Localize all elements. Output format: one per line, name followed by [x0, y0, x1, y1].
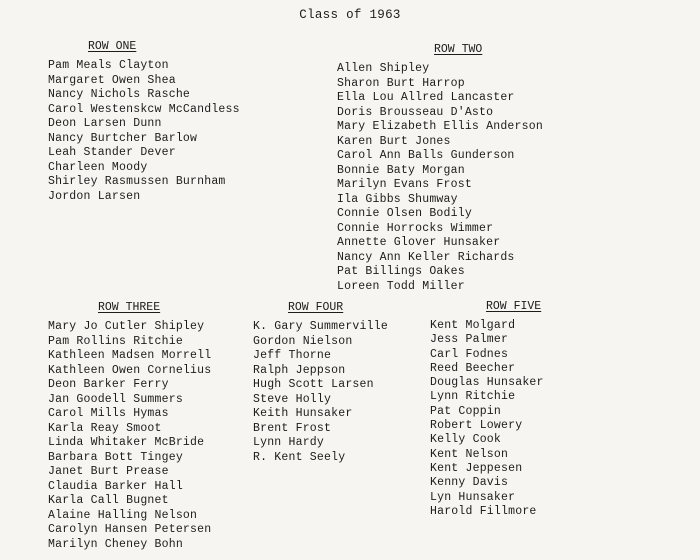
name-entry: Marilyn Evans Frost	[337, 178, 472, 191]
name-entry: Carol Ann Balls Gunderson	[337, 149, 515, 162]
name-entry: Karla Reay Smoot	[48, 421, 162, 435]
row-two-heading: ROW TWO	[434, 43, 483, 56]
name-entry: Harold Fillmore	[430, 504, 537, 518]
name-entry: Hugh Scott Larsen	[253, 378, 374, 391]
name-entry: Brent Frost	[253, 421, 332, 435]
name-entry: Mary Elizabeth Ellis Anderson	[337, 120, 543, 133]
name-entry: Kelly Cook	[430, 433, 502, 447]
name-entry: Kent Nelson	[430, 447, 509, 461]
name-entry: Keith Hunsaker	[253, 407, 353, 420]
name-entry: Steve Holly	[253, 392, 332, 406]
name-entry: Bonnie Baty Morgan	[337, 163, 465, 177]
name-entry: Ralph Jeppson	[253, 363, 346, 377]
name-entry: Allen Shipley	[337, 62, 430, 75]
row-four-heading: ROW FOUR	[288, 301, 344, 314]
name-entry: Lynn Ritchie	[430, 390, 516, 404]
name-entry: Kathleen Madsen Morrell	[48, 349, 212, 362]
name-entry: Marilyn Cheney Bohn	[48, 537, 183, 551]
name-entry: Jordon Larsen	[48, 189, 141, 203]
name-entry: Linda Whitaker McBride	[48, 436, 205, 449]
name-entry: Pat Coppin	[430, 404, 502, 418]
name-entry: Gordon Nielson	[253, 334, 353, 348]
name-entry: K. Gary Summerville	[253, 320, 388, 333]
name-entry: Douglas Hunsaker	[430, 376, 544, 390]
name-entry: Ella Lou Allred Lancaster	[337, 91, 515, 104]
name-entry: Pam Meals Clayton	[48, 59, 169, 72]
name-entry: Connie Olsen Bodily	[337, 207, 472, 220]
row-one-heading: ROW ONE	[88, 40, 137, 53]
name-entry: Carol Mills Hymas	[48, 407, 169, 420]
page-title: Class of 1963	[299, 8, 401, 22]
name-entry: Margaret Owen Shea	[48, 73, 176, 87]
name-entry: Reed Beecher	[430, 361, 516, 375]
name-entry: Lynn Hardy	[253, 436, 325, 449]
name-entry: Kent Jeppesen	[430, 461, 523, 475]
name-entry: Robert Lowery	[430, 419, 523, 433]
name-entry: Kent Molgard	[430, 319, 516, 332]
name-entry: Connie Horrocks Wimmer	[337, 221, 494, 235]
row-four-names	[253, 320, 388, 465]
name-entry: Nancy Nichols Rasche	[48, 88, 191, 101]
row-five-section	[430, 300, 544, 519]
name-entry: Deon Barker Ferry	[48, 378, 169, 391]
name-entry: Doris Brousseau D'Asto	[337, 105, 494, 119]
name-entry: Kenny Davis	[430, 476, 509, 490]
row-one-names	[48, 59, 240, 204]
row-one-section	[48, 40, 240, 204]
name-entry: Lyn Hunsaker	[430, 490, 516, 504]
name-entry: Karla Call Bugnet	[48, 494, 169, 507]
name-entry: Jess Palmer	[430, 333, 509, 347]
name-entry: Loreen Todd Miller	[337, 279, 465, 293]
name-entry: Leah Stander Dever	[48, 146, 176, 159]
name-entry: Barbara Bott Tingey	[48, 450, 183, 464]
name-entry: Karen Burt Jones	[337, 134, 451, 148]
name-entry: Claudia Barker Hall	[48, 479, 183, 493]
name-entry: Annette Glover Hunsaker	[337, 236, 501, 249]
name-entry: Jeff Thorne	[253, 349, 332, 362]
name-entry: Nancy Burtcher Barlow	[48, 131, 198, 145]
name-entry: Pat Billings Oakes	[337, 265, 465, 278]
row-three-section	[48, 301, 211, 552]
name-entry: Sharon Burt Harrop	[337, 76, 465, 90]
name-entry: Alaine Halling Nelson	[48, 508, 198, 522]
name-entry: Carl Fodnes	[430, 347, 509, 361]
name-entry: Ila Gibbs Shumway	[337, 192, 458, 206]
name-entry: Nancy Ann Keller Richards	[337, 250, 515, 264]
name-entry: Pam Rollins Ritchie	[48, 334, 183, 348]
name-entry: Shirley Rasmussen Burnham	[48, 175, 226, 188]
name-entry: Carolyn Hansen Petersen	[48, 523, 212, 536]
row-five-names	[430, 319, 544, 519]
name-entry: Charleen Moody	[48, 160, 148, 174]
name-entry: Mary Jo Cutler Shipley	[48, 320, 205, 333]
row-four-section	[253, 301, 388, 465]
row-two-names	[337, 62, 543, 294]
name-entry: Kathleen Owen Cornelius	[48, 363, 212, 377]
row-three-heading: ROW THREE	[98, 301, 161, 314]
name-entry: Jan Goodell Summers	[48, 392, 183, 406]
row-five-heading: ROW FIVE	[486, 300, 542, 313]
name-entry: Deon Larsen Dunn	[48, 117, 162, 130]
row-three-names	[48, 320, 211, 552]
name-entry: R. Kent Seely	[253, 450, 346, 464]
name-entry: Carol Westenskcw McCandless	[48, 102, 240, 116]
name-entry: Janet Burt Prease	[48, 465, 169, 478]
row-two-section	[337, 43, 543, 294]
